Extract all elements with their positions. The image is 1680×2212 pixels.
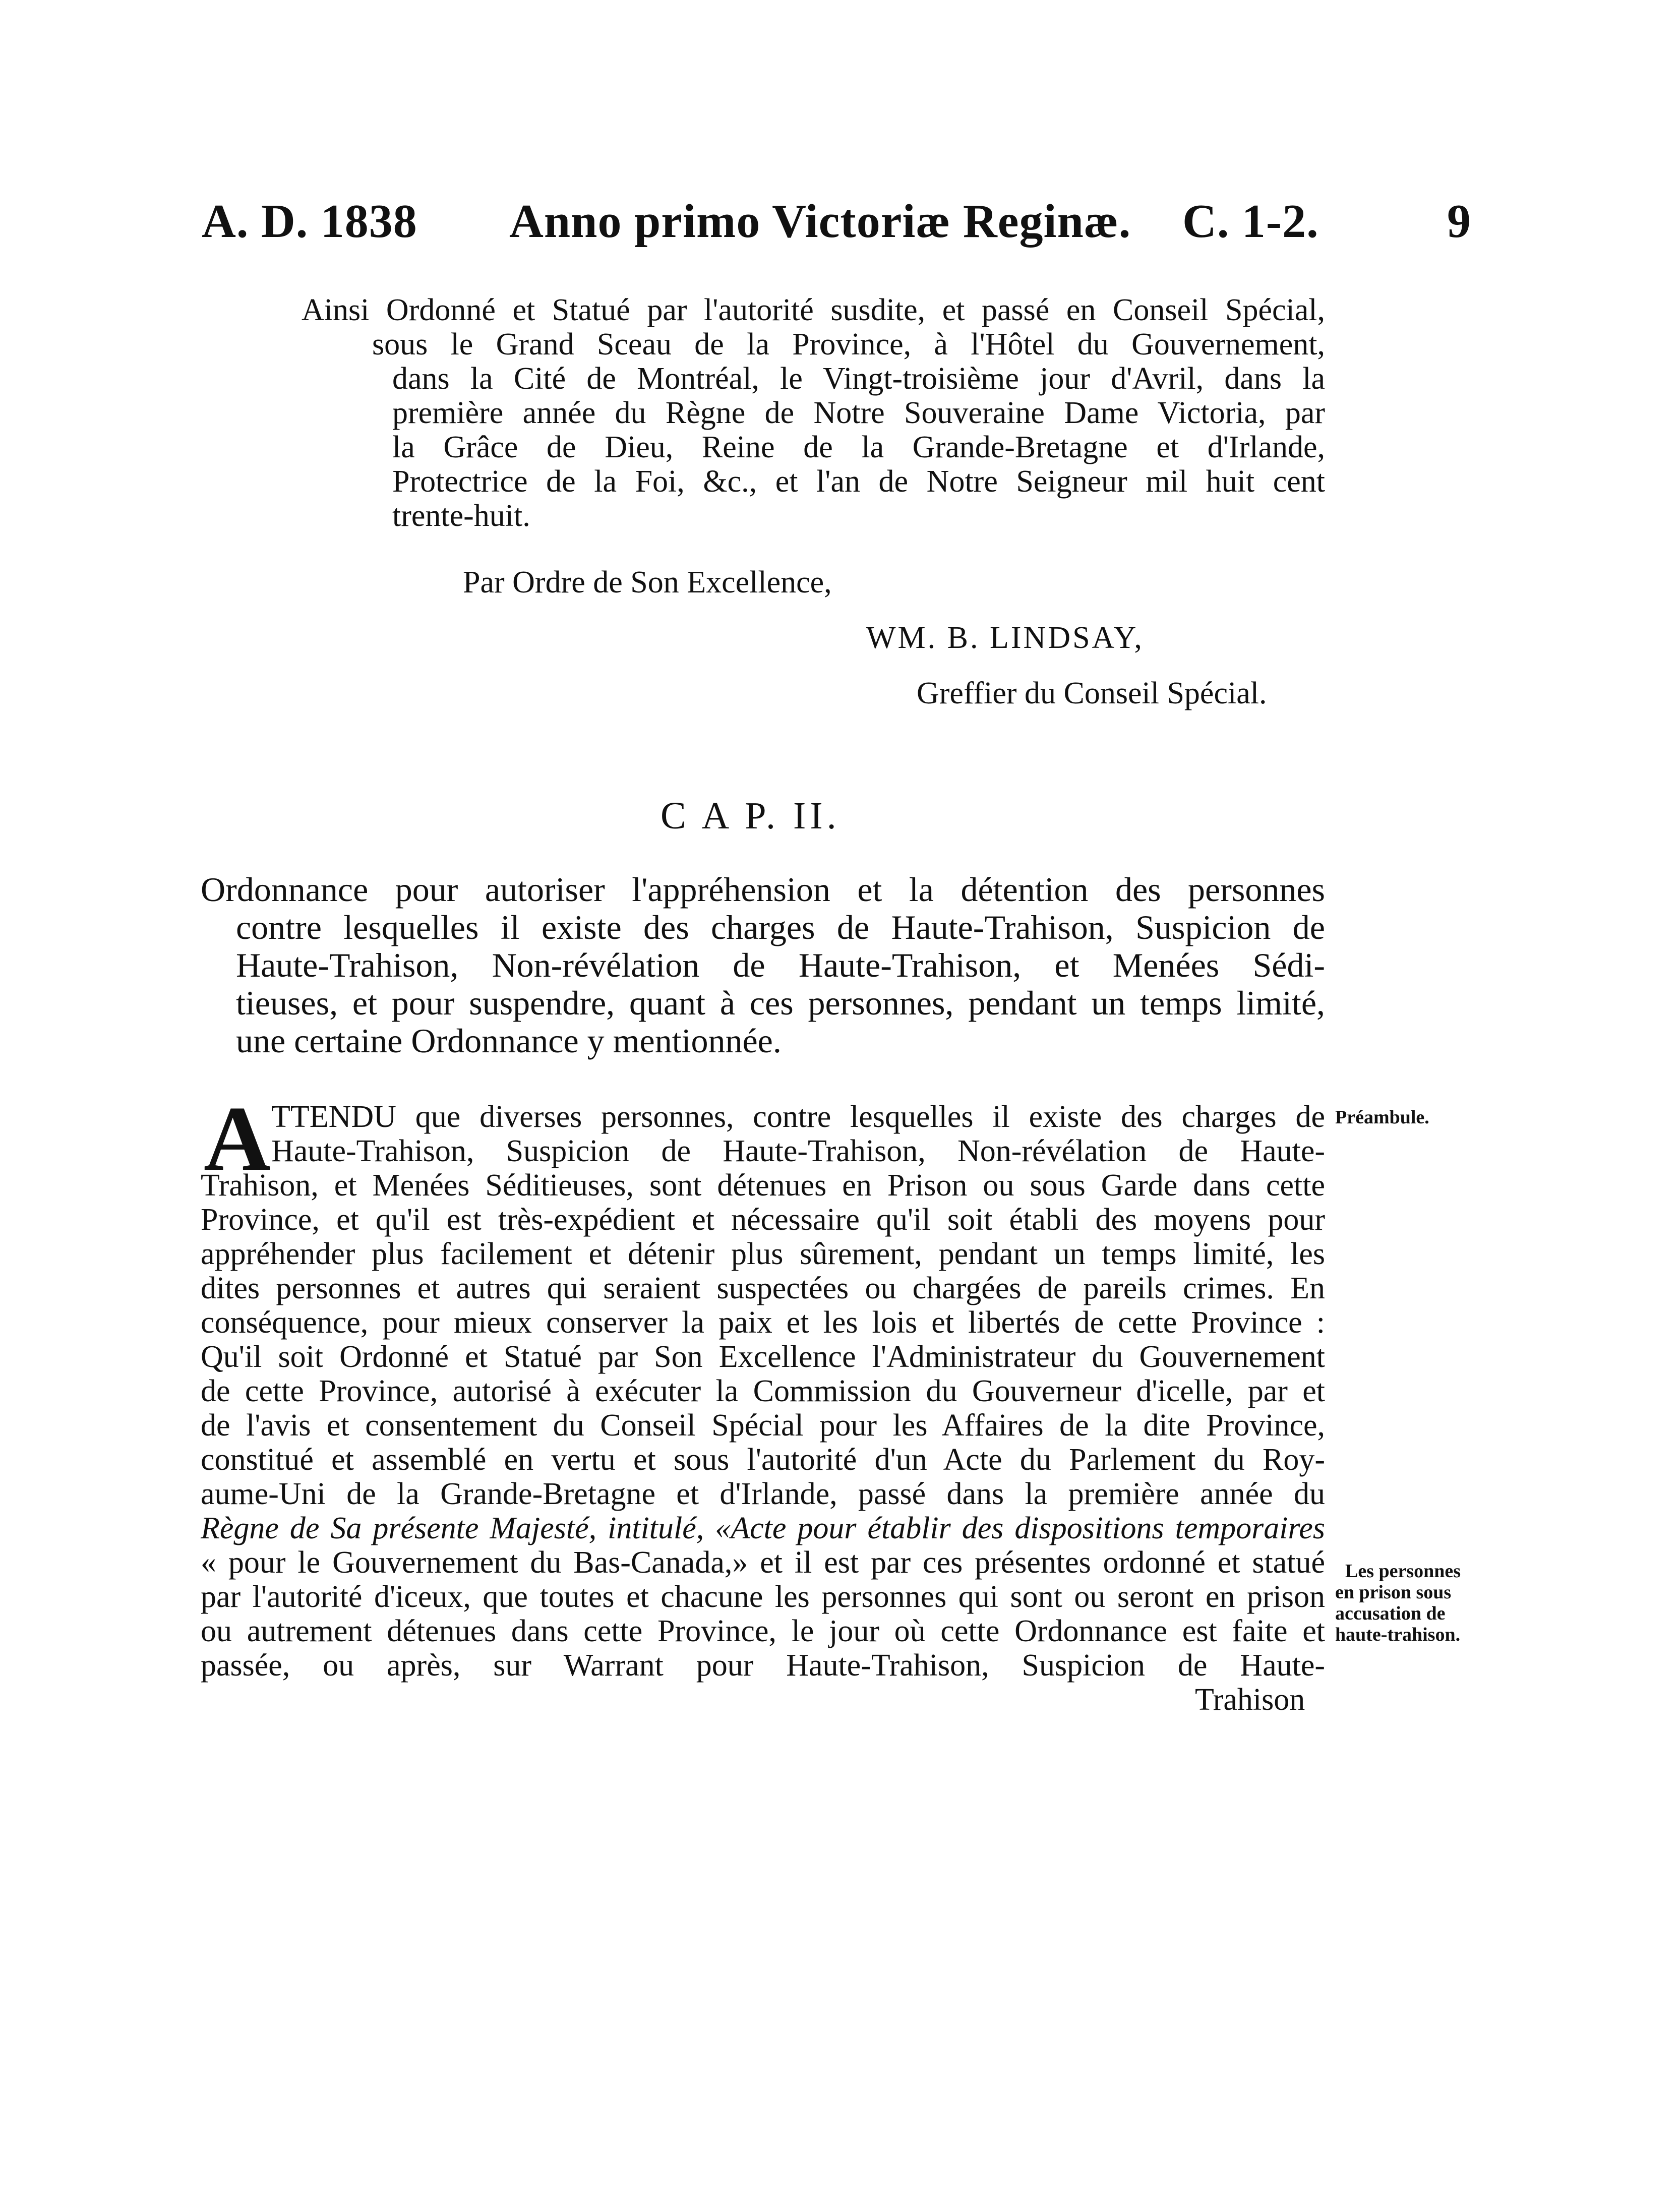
margin-note-line: accusation de <box>1335 1603 1446 1624</box>
body-line: Règne de Sa présente Majesté, intitulé, «Acte pour établir des dispositions temporaires <box>201 1511 1325 1545</box>
body-line: aume-Uni de la Grande-Bretagne et d'Irlande, passé dans la première année du <box>201 1477 1325 1511</box>
running-head-year: A. D. 1838 <box>202 195 417 248</box>
body-line: Province, et qu'il est très-expédient et nécessaire qu'il soit établi des moyens pour <box>201 1203 1325 1237</box>
margin-note-preamble: Préambule. <box>1335 1107 1429 1128</box>
body-line: passée, ou après, sur Warrant pour Haute-Trahison, Suspicion de Haute- <box>201 1648 1325 1683</box>
body-line: TTENDU que diverses personnes, contre lesquelles il existe des charges de <box>271 1100 1325 1134</box>
order-line: Par Ordre de Son Excellence, <box>463 565 832 600</box>
signatory-title: Greffier du Conseil Spécial. <box>917 676 1267 710</box>
body-line: conséquence, pour mieux conserver la paix et les lois et libertés de cette Province : <box>201 1305 1325 1340</box>
body-line: dites personnes et autres qui seraient suspectées ou chargées de pareils crimes. En <box>201 1271 1325 1305</box>
signatory-name: WM. B. LINDSAY, <box>866 621 1144 655</box>
chapter-title-line: Ordonnance pour autoriser l'appréhension et la détention des personnes <box>201 870 1325 909</box>
body-line: Qu'il soit Ordonné et Statué par Son Excellence l'Administrateur du Gouvernement <box>201 1340 1325 1374</box>
running-head-chapter: C. 1-2. <box>1182 195 1319 248</box>
margin-note-line: Les personnes <box>1345 1561 1461 1582</box>
catchword: Trahison <box>1195 1683 1305 1717</box>
closing-line: trente-huit. <box>392 499 530 533</box>
body-line: Trahison, et Menées Séditieuses, sont détenues en Prison ou sous Garde dans cette <box>201 1168 1325 1203</box>
drop-cap: A <box>204 1087 271 1190</box>
margin-note-line: en prison sous <box>1335 1582 1452 1603</box>
chapter-heading: C A P. II. <box>661 795 841 837</box>
running-head-title: Anno primo Victoriæ Reginæ. <box>509 195 1131 248</box>
chapter-title-line: contre lesquelles il existe des charges de Haute-Trahison, Suspicion de <box>236 908 1325 946</box>
body-line: Haute-Trahison, Suspicion de Haute-Trahison, Non-révélation de Haute- <box>271 1134 1325 1168</box>
body-line: « pour le Gouvernement du Bas-Canada,» et il est par ces présentes ordonné et statué <box>201 1545 1325 1580</box>
closing-line: première année du Règne de Notre Souveraine Dame Victoria, par <box>392 396 1325 430</box>
closing-line: Ainsi Ordonné et Statué par l'autorité susdite, et passé en Conseil Spécial, <box>302 293 1325 327</box>
body-line: par l'autorité d'iceux, que toutes et chacune les personnes qui sont ou seront en prison <box>201 1580 1325 1614</box>
body-line: constitué et assemblé en vertu et sous l'autorité d'un Acte du Parlement du Roy- <box>201 1443 1325 1477</box>
chapter-title-line: tieuses, et pour suspendre, quant à ces personnes, pendant un temps limité, <box>236 984 1325 1022</box>
body-line: de l'avis et consentement du Conseil Spécial pour les Affaires de la dite Province, <box>201 1408 1325 1443</box>
page-number: 9 <box>1447 195 1471 248</box>
body-line: ou autrement détenues dans cette Province, le jour où cette Ordonnance est faite et <box>201 1614 1325 1648</box>
closing-line: Protectrice de la Foi, &c., et l'an de Notre Seigneur mil huit cent <box>392 464 1325 499</box>
closing-line: sous le Grand Sceau de la Province, à l'Hôtel du Gouvernement, <box>372 327 1325 362</box>
margin-note-line: haute-trahison. <box>1335 1624 1461 1645</box>
chapter-title-line: une certaine Ordonnance y mentionnée. <box>236 1022 782 1060</box>
closing-line: dans la Cité de Montréal, le Vingt-troisième jour d'Avril, dans la <box>392 362 1325 396</box>
chapter-title-line: Haute-Trahison, Non-révélation de Haute-Trahison, et Menées Sédi- <box>236 946 1325 984</box>
body-line: de cette Province, autorisé à exécuter la Commission du Gouverneur d'icelle, par et <box>201 1374 1325 1408</box>
body-line: appréhender plus facilement et détenir plus sûrement, pendant un temps limité, les <box>201 1237 1325 1271</box>
closing-line: la Grâce de Dieu, Reine de la Grande-Bretagne et d'Irlande, <box>392 430 1325 464</box>
